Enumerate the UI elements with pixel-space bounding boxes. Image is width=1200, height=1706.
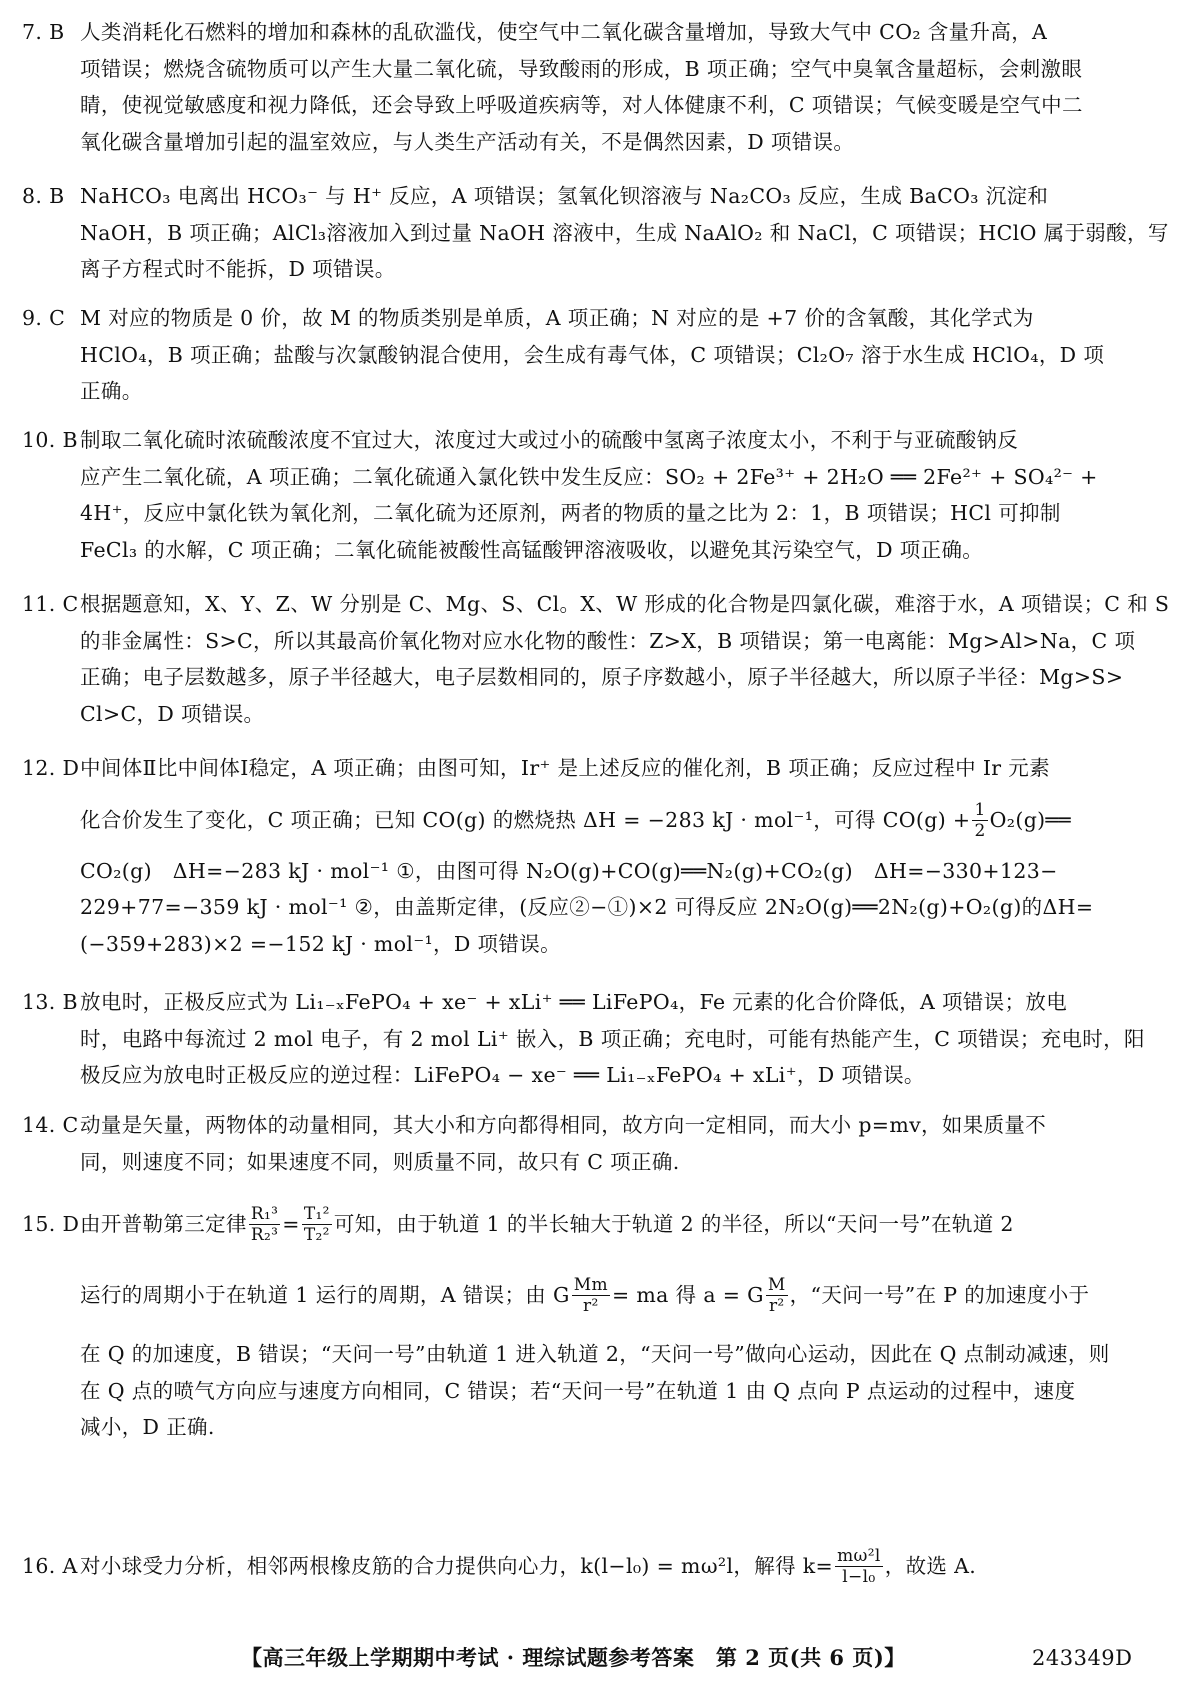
fraction-numerator: mω²l	[837, 1545, 881, 1566]
answer-text: 放电时，正极反应式为 Li₁₋ₓFePO₄ + xe⁻ + xLi⁺ ══ LiFePO₄，Fe 元素的化合价降低，A 项错误；放电	[80, 990, 1068, 1014]
answer-text: 运行的周期小于在轨道 1 运行的周期，A 错误；由 G	[80, 1282, 570, 1307]
question-number: 7. B	[22, 20, 65, 44]
answer-text: 人类消耗化石燃料的增加和森林的乱砍滥伐，使空气中二氧化碳含量增加，导致大气中 CO₂ 含量升高，A	[80, 20, 1048, 44]
equals-sign: =	[282, 1211, 300, 1236]
answer-text: 动量是矢量，两物体的动量相同，其大小和方向都得相同，故方向一定相同，而大小 p=mv，如果质量不	[80, 1113, 1047, 1137]
answer-line	[22, 178, 1162, 215]
question-number: 8. B	[22, 184, 65, 208]
answer-line: FeCl₃ 的水解，C 项正确；二氧化硫能被酸性高锰酸钾溶液吸收，以避免其污染空气，D 项正确。	[80, 537, 984, 562]
answer-item-16	[22, 1538, 1162, 1594]
fraction-denominator: T₂²	[303, 1224, 330, 1245]
answer-line: 氧化碳含量增加引起的温室效应，与人类生产活动有关，不是偶然因素，D 项错误。	[80, 129, 855, 154]
answer-line	[22, 1107, 1162, 1144]
answer-line	[22, 300, 1162, 337]
answer-text: 化合价发生了变化，C 项正确；已知 CO(g) 的燃烧热 ΔH = −283 kJ · mol⁻¹，可得 CO(g) +	[80, 808, 971, 833]
question-number: 12. D	[22, 756, 80, 780]
question-number: 13. B	[22, 990, 78, 1014]
answer-line	[22, 586, 1170, 623]
answer-text: 对小球受力分析，相邻两根橡皮筋的合力提供向心力，k(l−l₀) = mω²l，解得 k=	[80, 1553, 834, 1578]
answer-line	[22, 14, 1162, 51]
fraction-numerator: M	[767, 1274, 786, 1295]
answer-math-line	[22, 1196, 1162, 1252]
answer-item-12	[22, 750, 1162, 962]
answer-text: 可知，由于轨道 1 的半长轴大于轨道 2 的半径，所以“天问一号”在轨道 2	[333, 1211, 1014, 1236]
question-number: 14. C	[22, 1113, 79, 1137]
answer-math-line	[22, 1538, 1162, 1594]
answer-line: HClO₄，B 项正确；盐酸与次氯酸钠混合使用，会生成有毒气体，C 项错误；Cl₂O₇ 溶于水生成 HClO₄，D 项	[80, 342, 1105, 367]
answer-text: NaHCO₃ 电离出 HCO₃⁻ 与 H⁺ 反应，A 项错误；氢氧化钡溶液与 Na₂CO₃ 反应，生成 BaCO₃ 沉淀和	[80, 184, 1049, 208]
answer-line	[22, 984, 1162, 1021]
answer-math-line	[22, 1266, 1162, 1324]
answer-text: ，故选 A.	[884, 1553, 977, 1578]
answer-item-11	[22, 586, 1170, 732]
answer-text: ，“天问一号”在 P 的加速度小于	[789, 1282, 1090, 1307]
fraction-numerator: Mm	[573, 1274, 608, 1295]
answer-item-7	[22, 14, 1162, 160]
fraction-numerator: R₁³	[250, 1203, 279, 1224]
answer-text: M 对应的物质是 0 价，故 M 的物质类别是单质，A 项正确；N 对应的是 +7 价的含氧酸，其化学式为	[80, 306, 1034, 330]
answer-line: 229+77=−359 kJ · mol⁻¹ ②，由盖斯定律，(反应②−①)×2 可得反应 2N₂O(g)══2N₂(g)+O₂(g)的ΔH=	[80, 895, 1094, 919]
question-number: 9. C	[22, 306, 66, 330]
answer-line: 的非金属性：S>C，所以其最高价氧化物对应水化物的酸性：Z>X，B 项错误；第一电离能：Mg>Al>Na，C 项	[80, 628, 1136, 653]
answer-line: 正确。	[80, 379, 143, 403]
fraction-denominator: l−l₀	[842, 1566, 876, 1587]
fraction-numerator: 1	[974, 800, 986, 820]
answer-text: 中间体Ⅱ比中间体Ⅰ稳定，A 项正确；由图可知，Ir⁺ 是上述反应的催化剂，B 项正确；反应过程中 Ir 元素	[80, 756, 1050, 780]
answer-item-9	[22, 300, 1162, 410]
fraction-denominator: r²	[768, 1295, 785, 1316]
answer-line: CO₂(g) ΔH=−283 kJ · mol⁻¹ ①，由图可得 N₂O(g)+CO(g)══N₂(g)+CO₂(g) ΔH=−330+123−	[80, 858, 1058, 883]
answer-line: 减小，D 正确.	[80, 1415, 215, 1439]
answer-text: O₂(g)══	[989, 808, 1071, 833]
question-number: 10. B	[22, 428, 78, 452]
answer-line	[22, 422, 1162, 459]
answer-line: (−359+283)×2 =−152 kJ · mol⁻¹，D 项错误。	[80, 931, 561, 956]
answer-line: 时，电路中每流过 2 mol 电子，有 2 mol Li⁺ 嵌入，B 项正确；充电时，可能有热能产生，C 项错误；充电时，阳	[80, 1026, 1145, 1051]
answer-line: 项错误；燃烧含硫物质可以产生大量二氧化硫，导致酸雨的形成，B 项正确；空气中臭氧含量超标，会刺激眼	[80, 56, 1083, 81]
question-number: 16. A	[22, 1553, 78, 1578]
answer-line: 极反应为放电时正极反应的逆过程：LiFePO₄ − xe⁻ ══ Li₁₋ₓFePO₄ + xLi⁺，D 项错误。	[80, 1063, 925, 1087]
answer-math-line	[22, 795, 1162, 847]
answer-text: = ma 得 a = G	[611, 1282, 764, 1307]
fraction-spring-constant	[835, 1546, 883, 1587]
answer-line: 睛，使视觉敏感度和视力降低，还会导致上呼吸道疾病等，对人体健康不利，C 项错误；气候变暖是空气中二	[80, 93, 1083, 117]
answer-line: 离子方程式时不能拆，D 项错误。	[80, 257, 396, 281]
answer-item-8	[22, 178, 1169, 288]
fraction-gravity-force	[572, 1275, 610, 1316]
question-number: 15. D	[22, 1211, 80, 1236]
fraction-t-ratio	[302, 1204, 332, 1245]
fraction-r-ratio	[249, 1204, 280, 1245]
answer-text: 制取二氧化硫时浓硫酸浓度不宜过大，浓度过大或过小的硫酸中氢离子浓度太小，不利于与亚硫酸钠反	[80, 428, 1019, 452]
answer-line: Cl>C，D 项错误。	[80, 701, 265, 726]
answer-line: NaOH，B 项正确；AlCl₃溶液加入到过量 NaOH 溶液中，生成 NaAlO₂ 和 NaCl，C 项错误；HClO 属于弱酸，写	[80, 220, 1169, 245]
page-footer	[0, 1638, 1200, 1678]
fraction-denominator: r²	[583, 1295, 599, 1316]
answer-item-10	[22, 422, 1162, 568]
fraction-denominator: 2	[974, 821, 986, 841]
answer-item-15	[22, 1196, 1162, 1446]
question-number: 11. C	[22, 592, 79, 616]
answer-line	[22, 750, 1162, 787]
answer-line: 在 Q 的加速度，B 错误；“天问一号”由轨道 1 进入轨道 2，“天问一号”做向心运动，因此在 Q 点制动减速，则	[80, 1342, 1110, 1366]
fraction-one-half	[972, 800, 987, 841]
answer-line: 应产生二氧化硫，A 项正确；二氧化硫通入氯化铁中发生反应：SO₂ + 2Fe³⁺ + 2H₂O ══ 2Fe²⁺ + SO₄²⁻ +	[80, 464, 1098, 489]
answer-line: 在 Q 点的喷气方向应与速度方向相同，C 错误；若“天问一号”在轨道 1 由 Q 点向 P 点运动的过程中，速度	[80, 1378, 1076, 1403]
footer-title: 【高三年级上学期期中考试 · 理综试题参考答案 第 2 页(共 6 页)】	[241, 1645, 906, 1670]
fraction-denominator: R₂³	[250, 1224, 279, 1245]
answer-text: 根据题意知，X、Y、Z、W 分别是 C、Mg、S、Cl。X、W 形成的化合物是四氯化碳，难溶于水，A 项错误；C 和 S	[80, 592, 1170, 616]
answer-item-13	[22, 984, 1162, 1094]
answer-line: 4H⁺，反应中氯化铁为氧化剂，二氧化硫为还原剂，两者的物质的量之比为 2：1，B 项错误；HCl 可抑制	[80, 501, 1061, 525]
fraction-numerator: T₁²	[303, 1203, 330, 1224]
answer-line: 正确；电子层数越多，原子半径越大，电子层数相同的，原子序数越小，原子半径越大，所以原子半径：Mg>S>	[80, 665, 1124, 689]
answer-line: 同，则速度不同；如果速度不同，则质量不同，故只有 C 项正确.	[80, 1149, 680, 1174]
footer-code: 243349D	[1032, 1646, 1133, 1670]
answer-item-14	[22, 1107, 1162, 1180]
fraction-acceleration	[766, 1275, 788, 1316]
answer-text: 由开普勒第三定律	[80, 1211, 247, 1236]
